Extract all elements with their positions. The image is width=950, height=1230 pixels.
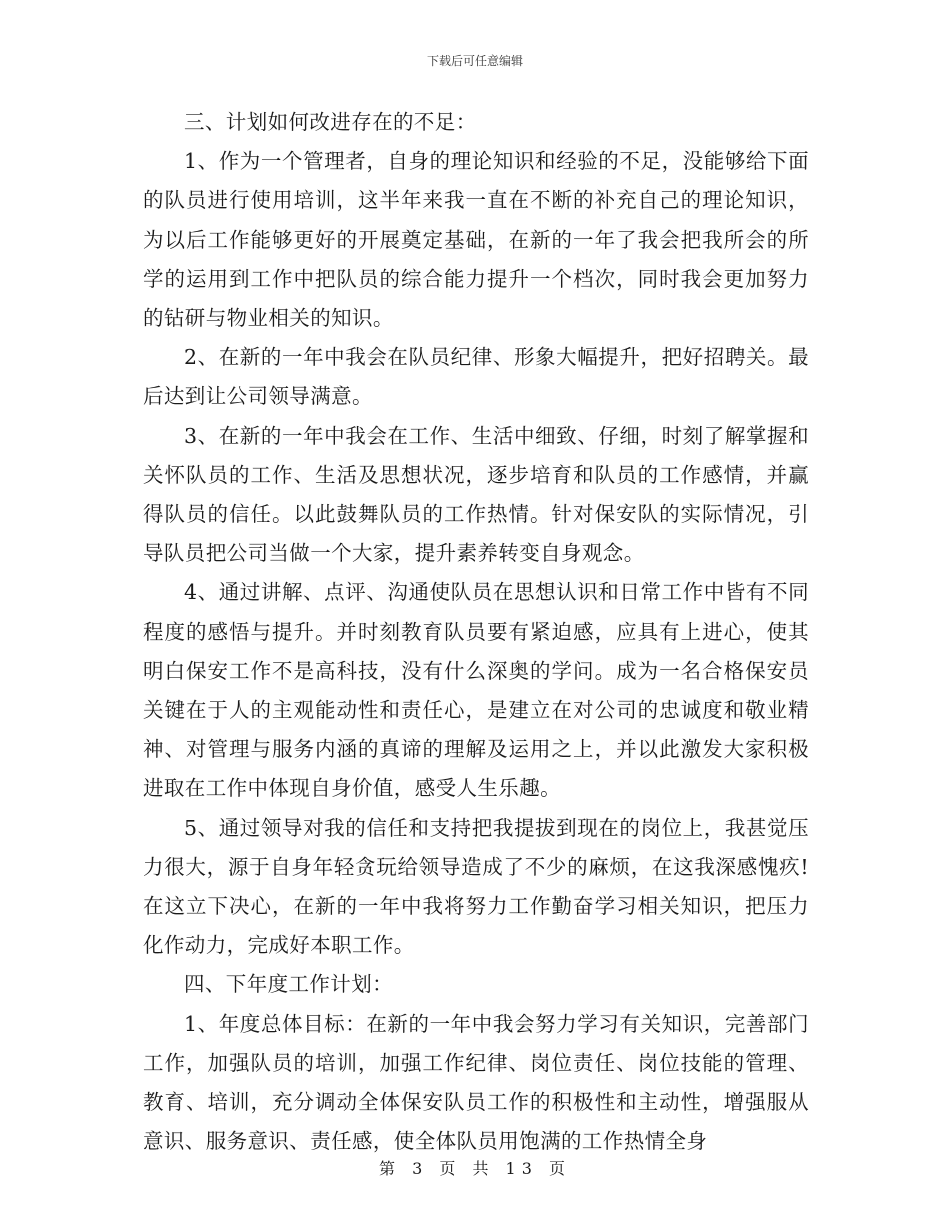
paragraph-2: 2、在新的一年中我会在队员纪律、形象大幅提升，把好招聘关。最后达到让公司领导满意。 [143, 345, 809, 409]
paragraph-annual-goal: 1、年度总体目标：在新的一年中我会努力学习有关知识，完善部门工作，加强队员的培训，加强工作纪律、岗位责任、岗位技能的管理、教育、培训，充分调动全体保安队员工作的积极性和主动性，增强服从意识、服务意识、责任感，使全体队员用饱满的工作热情全身 [143, 1011, 809, 1154]
section-heading-3: 三、计划如何改进存在的不足： [184, 110, 477, 134]
header-note: 下载后可任意编辑 [426, 54, 523, 68]
page-number: 第 3 页 共 13 页 [379, 1159, 571, 1178]
paragraph-1: 1、作为一个管理者，自身的理论知识和经验的不足，没能够给下面的队员进行使用培训，这半年来我一直在不断的补充自己的理论知识，为以后工作能够更好的开展奠定基础，在新的一年了我会把我所会的所学的运用到工作中把队员的综合能力提升一个档次，同时我会更加努力的钻研与物业相关的知识。 [143, 149, 809, 331]
paragraph-5: 5、通过领导对我的信任和支持把我提拔到现在的岗位上，我甚觉压力很大，源于自身年轻贪玩给领导造成了不少的麻烦，在这我深感愧疚!在这立下决心，在新的一年中我将努力工作勤奋学习相关知识，把压力化作动力，完成好本职工作。 [143, 815, 809, 958]
body-text [143, 103, 809, 1161]
paragraph-3: 3、在新的一年中我会在工作、生活中细致、仔细，时刻了解掌握和关怀队员的工作、生活及思想状况，逐步培育和队员的工作感情，并赢得队员的信任。以此鼓舞队员的工作热情。针对保安队的实际情况，引导队员把公司当做一个大家，提升素养转变自身观念。 [143, 423, 809, 566]
paragraph-4: 4、通过讲解、点评、沟通使队员在思想认识和日常工作中皆有不同程度的感悟与提升。并时刻教育队员要有紧迫感，应具有上进心，使其明白保安工作不是高科技，没有什么深奥的学问。成为一名合格保安员关键在于人的主观能动性和责任心，是建立在对公司的忠诚度和敬业精神、对管理与服务内涵的真谛的理解及运用之上，并以此激发大家积极进取在工作中体现自身价值，感受人生乐趣。 [143, 580, 809, 801]
section-heading-4: 四、下年度工作计划： [184, 972, 393, 997]
